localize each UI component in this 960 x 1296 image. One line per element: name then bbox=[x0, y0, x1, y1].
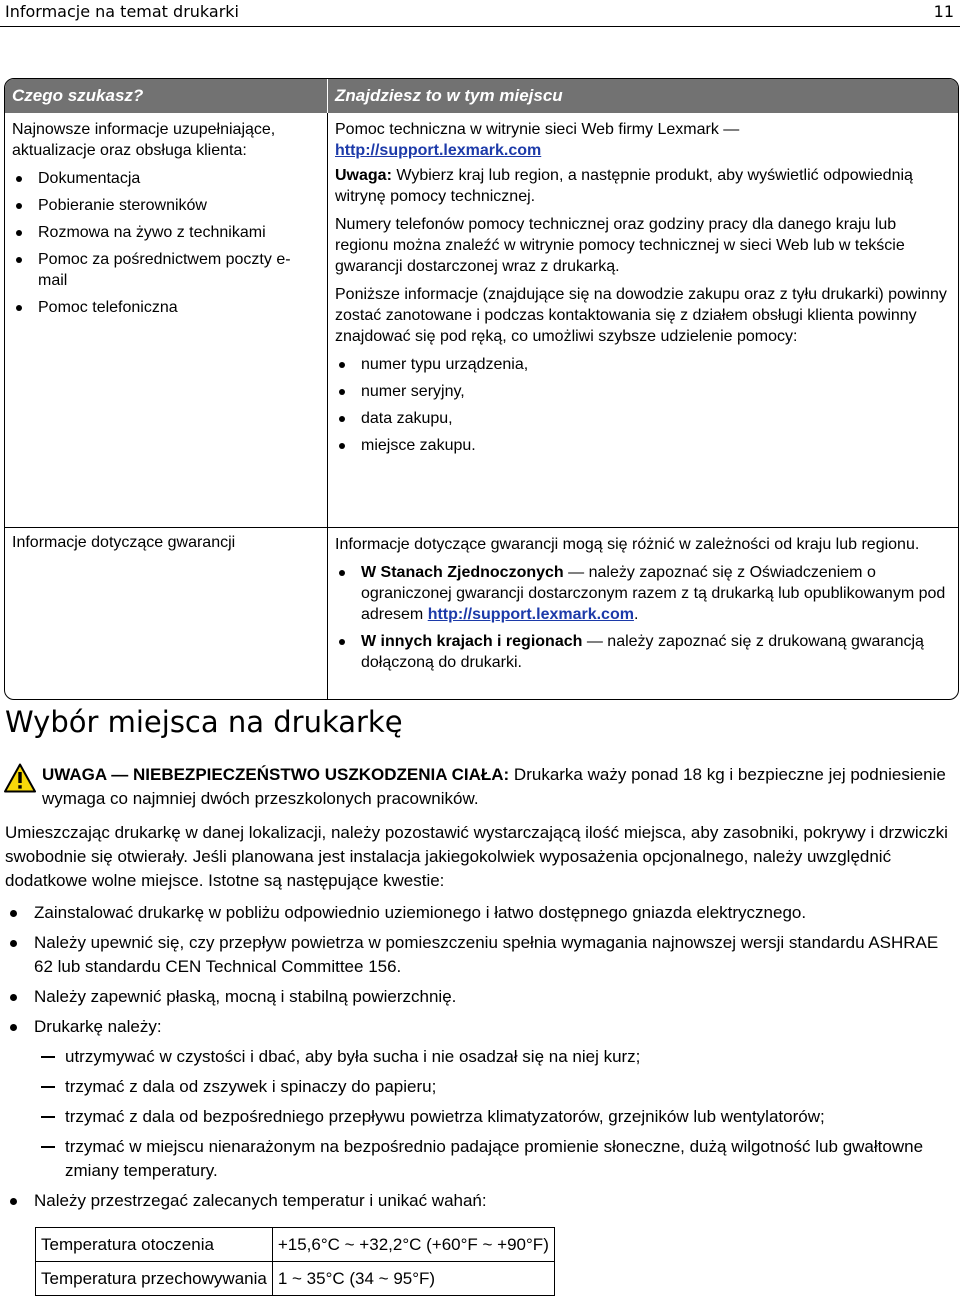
help-info-table bbox=[4, 78, 959, 700]
list-item: W Stanach Zjednoczonych — należy zapoznać się z Oświadczeniem o ograniczonej gwarancji dostarczonym razem z tą drukarką lub opublikowanym pod adresem http://support.lexmark.com. bbox=[335, 562, 950, 625]
support-intro: Najnowsze informacje uzupełniające, aktualizacje oraz obsługa klienta: bbox=[12, 121, 276, 159]
list-item: Dokumentacja bbox=[12, 168, 319, 189]
list-item: Należy upewnić się, czy przepływ powietrza w pomieszczeniu spełnia wymagania najnowszej wersji standardu ASHRAE 62 lub standardu CEN Technical Committee 156. bbox=[5, 931, 958, 979]
list-item: Drukarkę należy: utrzymywać w czystości i dbać, aby była sucha i nie osadzał się na niej kurz; trzymać z dala od zszywek i spinaczy do papieru; trzymać z dala od bezpośredniego przepływu powietrza klimatyzatorów, grzejników lub wentylatorów; trzymać w miejscu nienarażonym na bezpośrednio padające promienie słoneczne, dużą wilgotność lub gwałtowne zmiany temperatury. bbox=[5, 1015, 958, 1183]
list-item: W innych krajach i regionach — należy zapoznać się z drukowaną gwarancją dołączoną do drukarki. bbox=[335, 631, 950, 673]
list-item: data zakupu, bbox=[335, 408, 950, 429]
temperature-table bbox=[35, 1227, 555, 1296]
header-title: Informacje na temat drukarki bbox=[5, 2, 239, 21]
list-item: Rozmowa na żywo z technikami bbox=[12, 222, 319, 243]
row2-right-cell bbox=[328, 527, 958, 699]
table-row bbox=[5, 527, 958, 699]
list-item: numer seryjny, bbox=[335, 381, 950, 402]
sub-list bbox=[34, 1045, 958, 1183]
list-item: Pomoc za pośrednictwem poczty e-mail bbox=[12, 249, 319, 291]
sub-list-item: trzymać z dala od zszywek i spinaczy do papieru; bbox=[34, 1075, 958, 1099]
record-info: Poniższe informacje (znajdujące się na dowodzie zakupu oraz z tyłu drukarki) powinny zostać zanotowane i podczas kontaktowania się z działem obsługi klienta powinny znajdować się pod ręką, co umożliwi szybsze udzielenie pomocy: bbox=[335, 286, 947, 345]
page-header bbox=[0, 0, 960, 27]
list-item: Pomoc telefoniczna bbox=[12, 297, 319, 318]
placement-intro: Umieszczając drukarkę w danej lokalizacji, należy pozostawić wystarczającą ilość miejsca, aby zasobniki, pokrywy i drzwiczki swobodnie się otwierały. Jeśli planowana jest instalacja jakiegokolwiek wyposażenia opcjonalnego, należy uwzględnić dodatkowe wolne miejsce. Istotne są następujące kwestie: bbox=[5, 823, 948, 890]
list-item: Pobieranie sterowników bbox=[12, 195, 319, 216]
temp-label: Temperatura przechowywania bbox=[36, 1262, 273, 1296]
support-web-text: Pomoc techniczna w witrynie sieci Web firmy Lexmark — http://support.lexmark.com bbox=[335, 121, 740, 159]
caution-block bbox=[4, 763, 954, 811]
row1-right-cell bbox=[328, 113, 958, 527]
note bbox=[335, 165, 950, 207]
support-list bbox=[12, 168, 319, 318]
table-row bbox=[36, 1262, 555, 1296]
support-link[interactable]: http://support.lexmark.com bbox=[335, 142, 542, 159]
table-row bbox=[5, 113, 958, 527]
record-list bbox=[335, 354, 950, 456]
list-item: Zainstalować drukarkę w pobliżu odpowiednio uziemionego i łatwo dostępnego gniazda elektrycznego. bbox=[5, 901, 958, 925]
table-header-where: Znajdziesz to w tym miejscu bbox=[328, 79, 958, 113]
temp-label: Temperatura otoczenia bbox=[36, 1228, 273, 1262]
phone-info: Numery telefonów pomocy technicznej oraz godziny pracy dla danego kraju lub regionu można znaleźć w witrynie pomocy technicznej w sieci Web lub w tekście gwarancji dostarczonej wraz z drukarką. bbox=[335, 216, 905, 275]
warranty-link[interactable]: http://support.lexmark.com bbox=[427, 606, 634, 623]
warranty-intro: Informacje dotyczące gwarancji mogą się różnić w zależności od kraju lub regionu. bbox=[335, 536, 920, 553]
placement-list bbox=[5, 901, 958, 1219]
table-row bbox=[36, 1228, 555, 1262]
warranty-list bbox=[335, 562, 950, 673]
warranty-label: Informacje dotyczące gwarancji bbox=[5, 527, 328, 699]
section-title: Wybór miejsca na drukarkę bbox=[5, 705, 403, 739]
list-item: miejsce zakupu. bbox=[335, 435, 950, 456]
temp-value: +15,6°C ~ +32,2°C (+60°F ~ +90°F) bbox=[272, 1228, 554, 1262]
row1-left-cell bbox=[5, 113, 328, 527]
list-item: Należy zapewnić płaską, mocną i stabilną powierzchnię. bbox=[5, 985, 958, 1009]
list-item: numer typu urządzenia, bbox=[335, 354, 950, 375]
page-number: 11 bbox=[933, 2, 954, 21]
list-item: Należy przestrzegać zalecanych temperatur i unikać wahań: bbox=[5, 1189, 958, 1213]
note-label: Uwaga: bbox=[335, 167, 392, 184]
sub-list-item: trzymać w miejscu nienarażonym na bezpośrednio padające promienie słoneczne, dużą wilgotność lub gwałtowne zmiany temperatury. bbox=[34, 1135, 958, 1183]
caution-label: UWAGA — NIEBEZPIECZEŃSTWO USZKODZENIA CIAŁA: bbox=[42, 765, 510, 784]
caution-text: UWAGA — NIEBEZPIECZEŃSTWO USZKODZENIA CIAŁA: Drukarka waży ponad 18 kg i bezpieczne jej podniesienie wymaga co najmniej dwóch przeszkolonych pracowników. bbox=[42, 765, 946, 808]
sub-list-item: utrzymywać w czystości i dbać, aby była sucha i nie osadzał się na niej kurz; bbox=[34, 1045, 958, 1069]
table-header-what: Czego szukasz? bbox=[5, 79, 328, 113]
temp-value: 1 ~ 35°C (34 ~ 95°F) bbox=[272, 1262, 554, 1296]
warning-icon bbox=[4, 763, 36, 793]
sub-list-item: trzymać z dala od bezpośredniego przepływu powietrza klimatyzatorów, grzejników lub wentylatorów; bbox=[34, 1105, 958, 1129]
note-text: Wybierz kraj lub region, a następnie produkt, aby wyświetlić odpowiednią witrynę pomocy technicznej. bbox=[335, 167, 913, 205]
